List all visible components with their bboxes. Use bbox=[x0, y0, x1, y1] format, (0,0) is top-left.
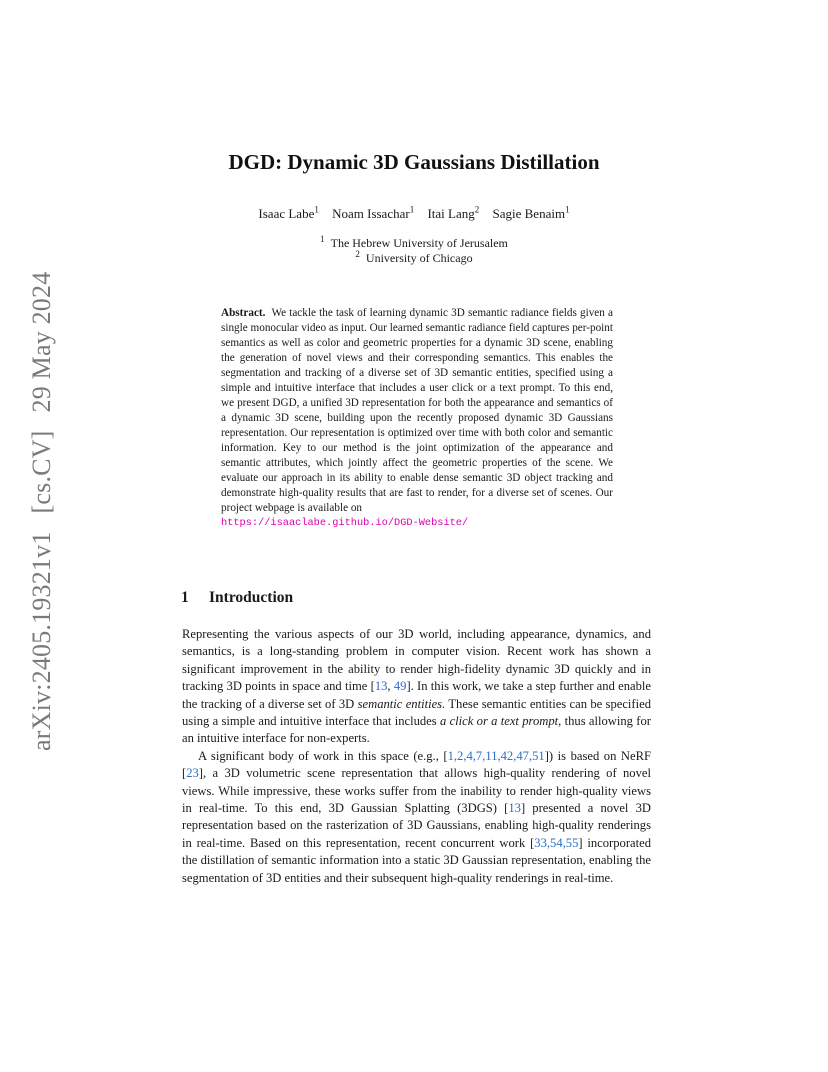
abstract bbox=[221, 306, 613, 531]
citation-link[interactable]: 13 bbox=[508, 801, 521, 816]
section-title: Introduction bbox=[209, 589, 294, 606]
project-url-link[interactable]: https://isaaclabe.github.io/DGD-Website/ bbox=[221, 517, 469, 529]
author: Isaac Labe$^1$ bbox=[258, 205, 319, 222]
author: Itai Lang$^2$ bbox=[427, 205, 480, 222]
citation-link[interactable]: 33,54,55 bbox=[534, 835, 579, 850]
citation-link[interactable]: 23 bbox=[186, 766, 199, 781]
introduction-body bbox=[182, 626, 651, 887]
arxiv-date: 29 May 2024 bbox=[27, 271, 56, 413]
citation-link[interactable]: 13 bbox=[374, 679, 388, 694]
author: Sagie Benaim$^1$ bbox=[492, 205, 570, 222]
paragraph: Representing the various aspects of our 3D world, including appearance, dynamics, and semantics, is a long-standing problem in computer vision. Recent work has shown a significant improvement in the ability to render high-fidelity dynamic 3D quickly and in tracking 3D points in space and time [13, 49]. In this work, we take a step further and enable the tracking of a diverse set of 3D semantic entities. These semantic entities can be specified using a simple and intuitive interface that includes a click or a text prompt, thus allowing for an intuitive interface for non-experts. bbox=[182, 627, 652, 746]
section-heading bbox=[181, 589, 293, 607]
arxiv-id: arXiv:2405.19321v1 bbox=[27, 531, 56, 751]
arxiv-side-stamp bbox=[22, 271, 62, 751]
citation-link[interactable]: 49 bbox=[393, 679, 407, 694]
paragraph: A significant body of work in this space (e.g., [1,2,4,7,11,42,47,51]) is based on NeRF [23], a 3D volumetric scene representation that allows high-quality rendering of novel views. While impressive, these works suffer from the inability to render high-quality views in real-time. To this end, 3D Gaussian Splatting (3DGS) [13] presented a novel 3D representation based on the rasterization of 3D Gaussians, enabling high-quality renderings in real-time. Based on this representation, recent concurrent work [33,54,55] incorporated the distillation of semantic information into a static 3D Gaussian representation, enabling the segmentation of 3D entities and their subsequent high-quality renderings in real-time. bbox=[182, 748, 651, 885]
affiliation: $^1$ The Hebrew University of Jerusalem bbox=[320, 234, 508, 250]
abstract-text: We tackle the task of learning dynamic 3D semantic radiance fields given a single monocular video as input. Our learned semantic radiance field captures per-point semantics as well as color and geometric properties for a dynamic 3D scene, enabling the generation of novel views and their corresponding semantics. This enables the segmentation and tracking of a diverse set of 3D semantic entities, specified using a simple and intuitive interface that includes a user click or a text prompt. To this end, we present DGD, a unified 3D representation for both the appearance and semantics of a dynamic 3D scene, building upon the recently proposed dynamic 3D Gaussians representation. Our representation is optimized over time with both color and semantic information. Key to our method is the joint optimization of the appearance and semantic attributes, which jointly affect the geometric properties of the scene. We evaluate our approach in its ability to enable dense semantic 3D object tracking and demonstrate high-quality results that are fast to render, for a diverse set of scenes. Our project webpage is available on bbox=[221, 307, 613, 514]
citation-link[interactable]: 1,2,4,7,11,42,47,51 bbox=[447, 748, 545, 763]
author-list bbox=[0, 205, 828, 222]
author: Noam Issachar$^1$ bbox=[332, 205, 415, 222]
arxiv-category: [cs.CV] bbox=[27, 430, 56, 514]
abstract-label: Abstract. bbox=[221, 307, 266, 319]
affiliation: $^2$ University of Chicago bbox=[355, 249, 473, 265]
section-number: 1 bbox=[181, 589, 189, 606]
paper-title: DGD: Dynamic 3D Gaussians Distillation bbox=[228, 150, 600, 174]
